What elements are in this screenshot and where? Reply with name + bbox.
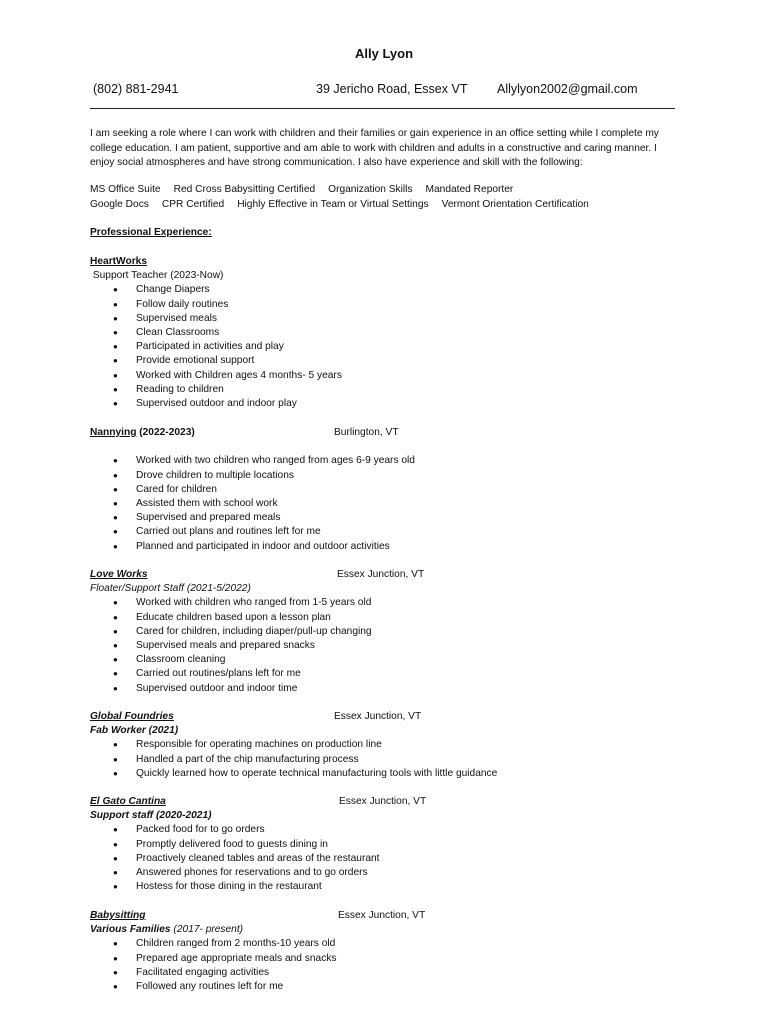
employer-name: Nannying bbox=[90, 427, 137, 438]
bullet-item bbox=[90, 596, 690, 610]
bullet-item bbox=[90, 639, 690, 653]
bullet-dot-icon: ● bbox=[113, 527, 118, 537]
bullet-text: Reading to children bbox=[136, 383, 224, 395]
skill-item: Organization Skills bbox=[328, 184, 413, 195]
bullet-item bbox=[90, 611, 690, 625]
bullet-text: Provide emotional support bbox=[136, 355, 255, 367]
job-role: Floater/Support Staff (2021-5/2022) bbox=[90, 583, 251, 595]
job-el-gato-cantina bbox=[90, 795, 690, 894]
bullet-text: Follow daily routines bbox=[136, 298, 229, 310]
bullet-text: Change Diapers bbox=[136, 284, 210, 296]
bullet-item bbox=[90, 312, 690, 326]
bullet-dot-icon: ● bbox=[113, 498, 118, 508]
job-location: Essex Junction, VT bbox=[338, 910, 426, 921]
bullet-dot-icon: ● bbox=[113, 754, 118, 764]
bullet-dot-icon: ● bbox=[113, 825, 118, 835]
bullet-item bbox=[90, 753, 690, 767]
job-heartworks bbox=[90, 255, 690, 411]
bullet-dot-icon: ● bbox=[113, 484, 118, 494]
bullet-item bbox=[90, 852, 690, 866]
bullet-text: Classroom cleaning bbox=[136, 654, 226, 666]
bullet-item bbox=[90, 525, 690, 539]
bullet-dot-icon: ● bbox=[113, 768, 118, 778]
bullet-item bbox=[90, 383, 690, 397]
bullet-dot-icon: ● bbox=[113, 470, 118, 480]
bullet-text: Cared for children bbox=[136, 483, 217, 495]
summary-paragraph: I am seeking a role where I can work with children and their families or gain experience in an office setting while I complete my college education. I am patient, supportive and am able to work with children and adults in a constructive and caring manner. I enjoy social atmospheres and have strong communication. I also have experience and skill with the following: bbox=[90, 128, 659, 168]
employer-name: HeartWorks bbox=[90, 256, 147, 267]
bullet-list bbox=[90, 823, 690, 894]
bullet-dot-icon: ● bbox=[113, 456, 118, 466]
experience-heading: Professional Experience: bbox=[90, 227, 212, 238]
bullet-dot-icon: ● bbox=[113, 953, 118, 963]
bullet-text: Supervised meals and prepared snacks bbox=[136, 639, 315, 651]
job-global-foundries bbox=[90, 710, 690, 781]
bullet-text: Children ranged from 2 months-10 years old bbox=[136, 938, 336, 950]
employer-name: Global Foundries bbox=[90, 711, 174, 722]
bullet-list bbox=[90, 454, 690, 553]
job-location: Essex Junction, VT bbox=[337, 569, 425, 580]
skills-row-1 bbox=[90, 184, 526, 195]
bullet-dot-icon: ● bbox=[113, 626, 118, 636]
skill-item: Highly Effective in Team or Virtual Settings bbox=[237, 199, 429, 210]
bullet-item bbox=[90, 354, 690, 368]
skill-item: Red Cross Babysitting Certified bbox=[173, 184, 316, 195]
bullet-text: Followed any routines left for me bbox=[136, 980, 284, 992]
contact-phone: (802) 881-2941 bbox=[93, 82, 179, 96]
bullet-dot-icon: ● bbox=[113, 370, 118, 380]
bullet-text: Facilitated engaging activities bbox=[136, 966, 270, 978]
skill-item: Google Docs bbox=[90, 199, 149, 210]
bullet-item bbox=[90, 823, 690, 837]
bullet-item bbox=[90, 966, 690, 980]
bullet-text: Prepared age appropriate meals and snacks bbox=[136, 952, 337, 964]
bullet-dot-icon: ● bbox=[113, 655, 118, 665]
bullet-text: Promptly delivered food to guests dining in bbox=[136, 838, 328, 850]
bullet-item bbox=[90, 682, 690, 696]
skill-item: MS Office Suite bbox=[90, 184, 161, 195]
bullet-list bbox=[90, 738, 690, 781]
bullet-item bbox=[90, 340, 690, 354]
spacer bbox=[90, 440, 690, 454]
job-location: Burlington, VT bbox=[334, 427, 399, 438]
job-location: Essex Junction, VT bbox=[334, 711, 422, 722]
contact-email: Allylyon2002@gmail.com bbox=[497, 82, 638, 96]
bullet-text: Assisted them with school work bbox=[136, 497, 278, 509]
bullet-dot-icon: ● bbox=[113, 683, 118, 693]
bullet-dot-icon: ● bbox=[113, 867, 118, 877]
bullet-item bbox=[90, 298, 690, 312]
bullet-dot-icon: ● bbox=[113, 740, 118, 750]
job-love-works bbox=[90, 568, 690, 696]
bullet-item bbox=[90, 667, 690, 681]
bullet-dot-icon: ● bbox=[113, 669, 118, 679]
bullet-text: Worked with two children who ranged from ages 6-9 years old bbox=[136, 455, 415, 467]
bullet-item bbox=[90, 838, 690, 852]
bullet-item bbox=[90, 937, 690, 951]
header-divider bbox=[90, 108, 675, 109]
bullet-dot-icon: ● bbox=[113, 513, 118, 523]
skills-row-2 bbox=[90, 199, 602, 210]
bullet-item bbox=[90, 483, 690, 497]
skill-item: CPR Certified bbox=[161, 199, 225, 210]
bullet-item bbox=[90, 767, 690, 781]
bullet-text: Participated in activities and play bbox=[136, 341, 284, 353]
bullet-dot-icon: ● bbox=[113, 598, 118, 608]
employer-name: Babysitting bbox=[90, 910, 146, 921]
bullet-list bbox=[90, 596, 690, 695]
bullet-dot-icon: ● bbox=[113, 967, 118, 977]
bullet-list bbox=[90, 283, 690, 411]
bullet-dot-icon: ● bbox=[113, 285, 118, 295]
employer-name: El Gato Cantina bbox=[90, 796, 166, 807]
bullet-dot-icon: ● bbox=[113, 640, 118, 650]
skill-item: Mandated Reporter bbox=[425, 184, 514, 195]
resume-name: Ally Lyon bbox=[354, 46, 414, 61]
job-role: Various Families bbox=[90, 924, 171, 936]
bullet-text: Carried out plans and routines left for me bbox=[136, 526, 321, 538]
bullet-dot-icon: ● bbox=[113, 327, 118, 337]
bullet-text: Supervised outdoor and indoor time bbox=[136, 682, 298, 694]
bullet-text: Clean Classrooms bbox=[136, 326, 220, 338]
bullet-item bbox=[90, 738, 690, 752]
bullet-text: Supervised outdoor and indoor play bbox=[136, 397, 297, 409]
bullet-text: Quickly learned how to operate technical manufacturing tools with little guidance bbox=[136, 767, 498, 779]
bullet-dot-icon: ● bbox=[113, 299, 118, 309]
bullet-text: Worked with children who ranged from 1-5 years old bbox=[136, 597, 372, 609]
bullet-dot-icon: ● bbox=[113, 853, 118, 863]
bullet-item bbox=[90, 326, 690, 340]
bullet-item bbox=[90, 469, 690, 483]
bullet-dot-icon: ● bbox=[113, 839, 118, 849]
contact-address: 39 Jericho Road, Essex VT bbox=[316, 82, 468, 96]
bullet-item bbox=[90, 625, 690, 639]
bullet-item bbox=[90, 952, 690, 966]
bullet-text: Supervised and prepared meals bbox=[136, 512, 281, 524]
bullet-dot-icon: ● bbox=[113, 342, 118, 352]
bullet-item bbox=[90, 283, 690, 297]
bullet-text: Proactively cleaned tables and areas of the restaurant bbox=[136, 852, 380, 864]
bullet-text: Educate children based upon a lesson plan bbox=[136, 611, 331, 623]
bullet-dot-icon: ● bbox=[113, 398, 118, 408]
bullet-item bbox=[90, 980, 690, 994]
bullet-text: Answered phones for reservations and to go orders bbox=[136, 866, 368, 878]
job-nannying bbox=[90, 426, 690, 554]
employer-name: Love Works bbox=[90, 569, 148, 580]
bullet-text: Carried out routines/plans left for me bbox=[136, 668, 301, 680]
bullet-list bbox=[90, 937, 690, 994]
bullet-text: Worked with Children ages 4 months- 5 years bbox=[136, 369, 342, 381]
bullet-text: Responsible for operating machines on production line bbox=[136, 739, 382, 751]
bullet-dot-icon: ● bbox=[113, 541, 118, 551]
bullet-dot-icon: ● bbox=[113, 384, 118, 394]
bullet-text: Drove children to multiple locations bbox=[136, 469, 294, 481]
job-role: Fab Worker (2021) bbox=[90, 725, 179, 737]
job-babysitting bbox=[90, 909, 690, 994]
bullet-item bbox=[90, 369, 690, 383]
job-dates: (2017- present) bbox=[170, 924, 244, 936]
bullet-text: Cared for children, including diaper/pull-up changing bbox=[136, 625, 372, 637]
bullet-dot-icon: ● bbox=[113, 882, 118, 892]
bullet-item bbox=[90, 454, 690, 468]
bullet-item bbox=[90, 497, 690, 511]
job-dates: (2022-2023) bbox=[136, 427, 195, 438]
bullet-item bbox=[90, 511, 690, 525]
bullet-dot-icon: ● bbox=[113, 981, 118, 991]
bullet-dot-icon: ● bbox=[113, 612, 118, 622]
job-role: Support Teacher (2023-Now) bbox=[90, 270, 224, 282]
bullet-item bbox=[90, 653, 690, 667]
bullet-text: Planned and participated in indoor and outdoor activities bbox=[136, 540, 390, 552]
bullet-text: Handled a part of the chip manufacturing process bbox=[136, 753, 359, 765]
bullet-text: Supervised meals bbox=[136, 312, 217, 324]
bullet-item bbox=[90, 397, 690, 411]
bullet-item bbox=[90, 880, 690, 894]
bullet-dot-icon: ● bbox=[113, 356, 118, 366]
bullet-dot-icon: ● bbox=[113, 939, 118, 949]
bullet-item bbox=[90, 866, 690, 880]
bullet-text: Hostess for those dining in the restaurant bbox=[136, 881, 322, 893]
job-location: Essex Junction, VT bbox=[339, 796, 427, 807]
bullet-item bbox=[90, 540, 690, 554]
job-role: Support staff (2020-2021) bbox=[90, 810, 212, 822]
bullet-text: Packed food for to go orders bbox=[136, 824, 265, 836]
bullet-dot-icon: ● bbox=[113, 313, 118, 323]
skill-item: Vermont Orientation Certification bbox=[441, 199, 589, 210]
